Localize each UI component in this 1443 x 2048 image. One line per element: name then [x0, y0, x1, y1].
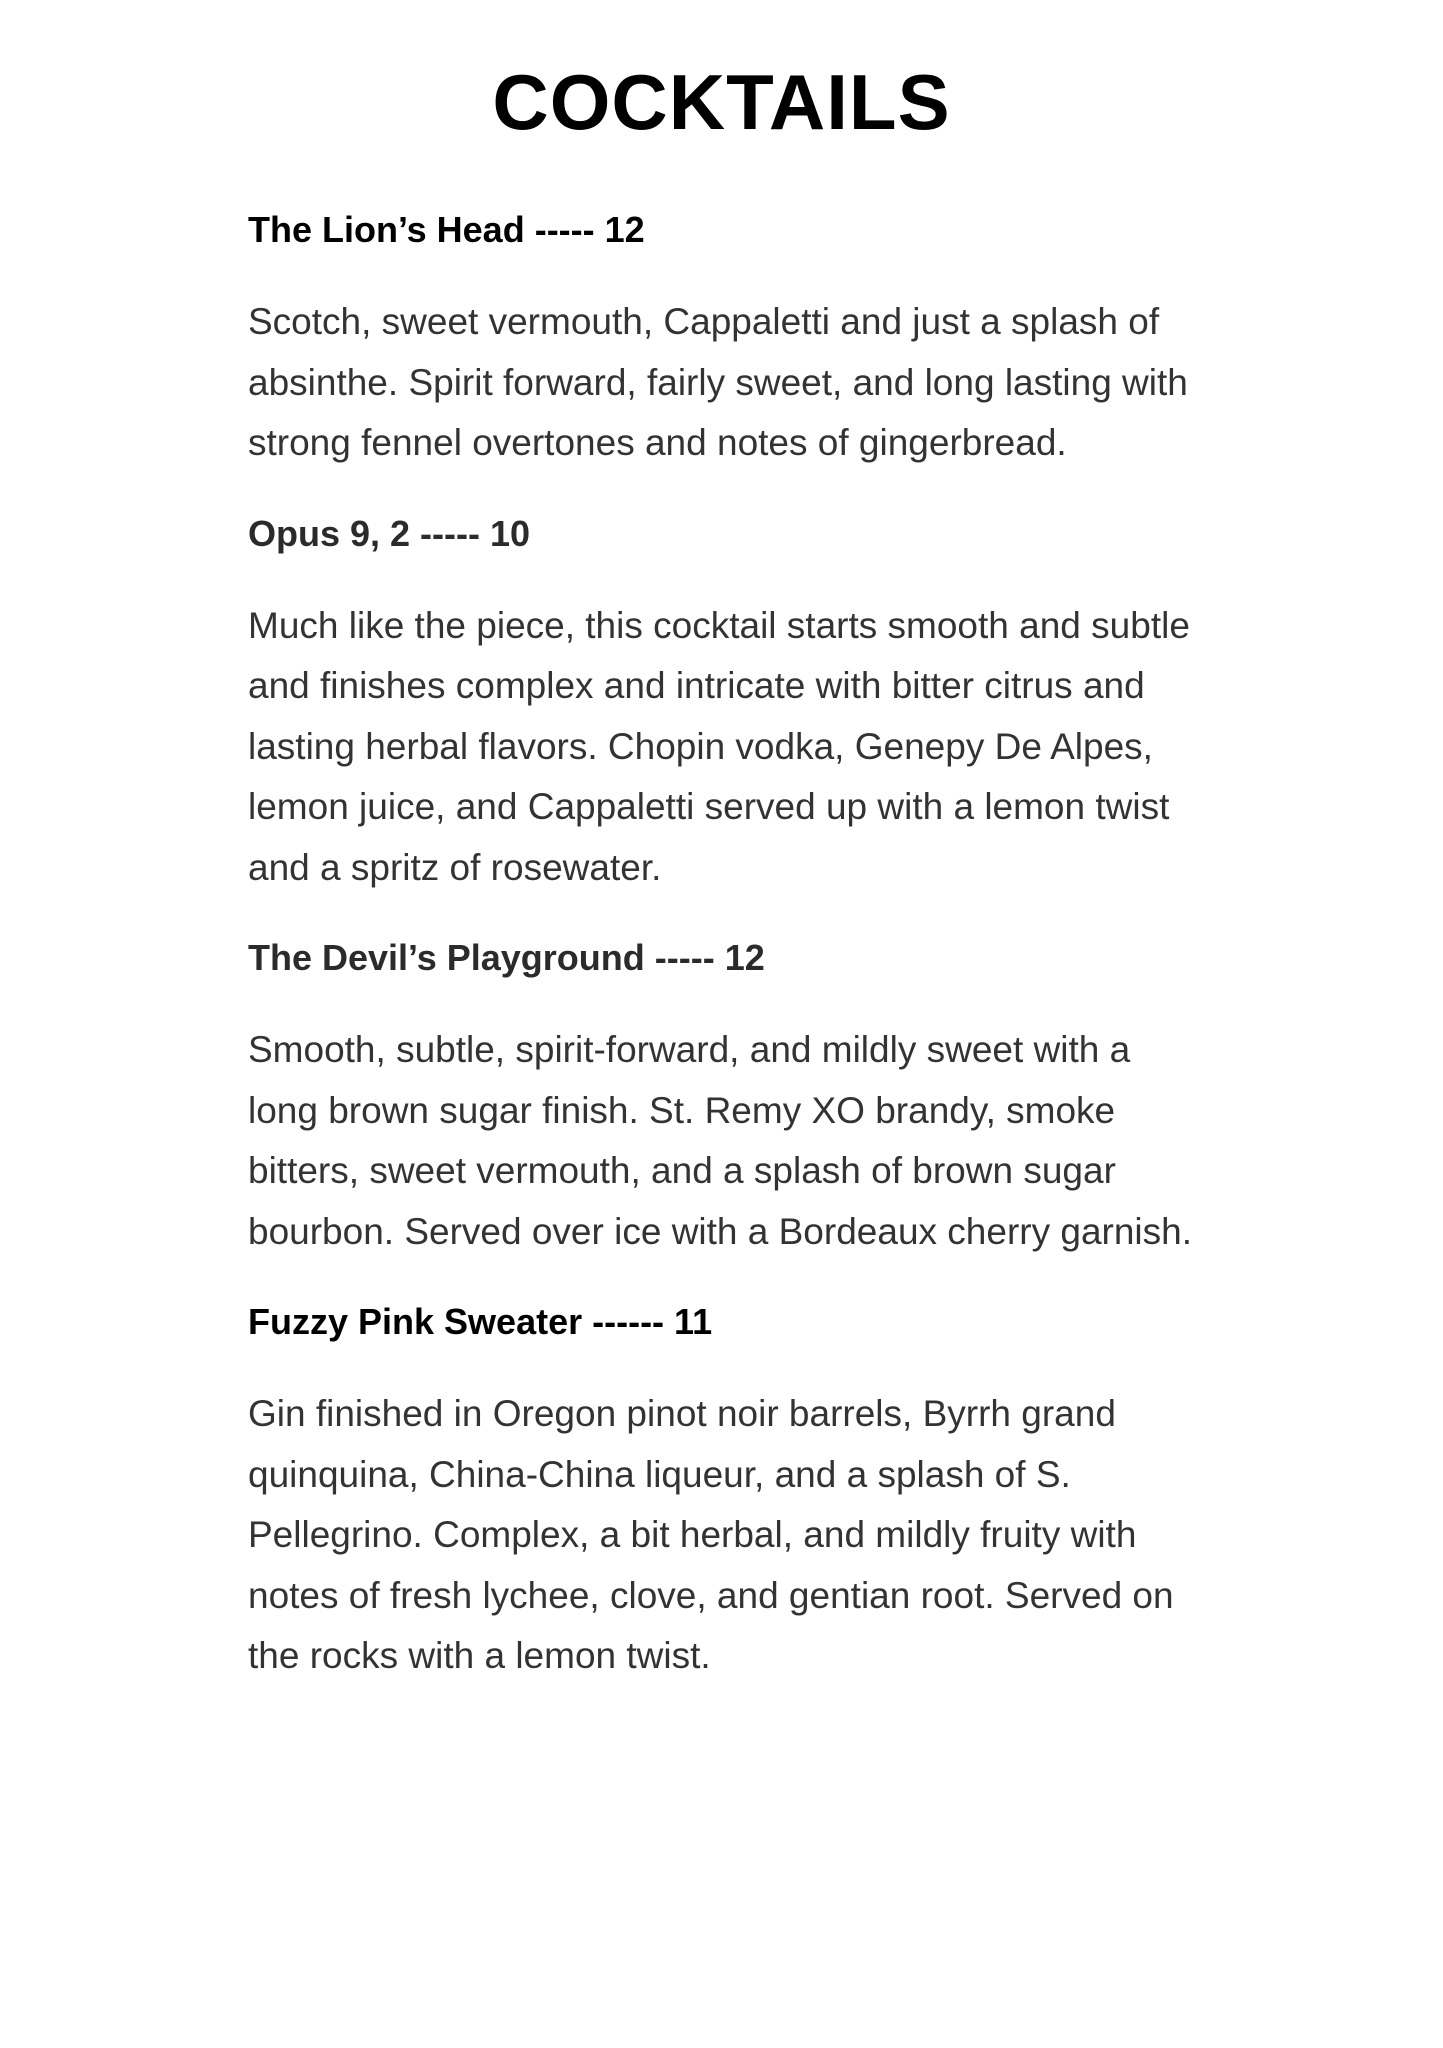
page-title: COCKTAILS — [492, 58, 951, 146]
cocktail-description: Much like the piece, this cocktail starts smooth and subtle and finishes complex and intricate with bitter citrus and lasting herbal flavors. Chopin vodka, Genepy De Alpes, lemon juice, and Cappaletti served up with a lemon twist and a spritz of rosewater. — [248, 604, 1190, 888]
cocktail-item — [248, 928, 1208, 1262]
cocktail-item — [248, 1292, 1208, 1687]
cocktail-item — [248, 504, 1208, 899]
cocktail-item — [248, 200, 1208, 474]
cocktail-description: Scotch, sweet vermouth, Cappaletti and just a splash of absinthe. Spirit forward, fairly sweet, and long lasting with strong fennel overtones and notes of gingerbread. — [248, 301, 1188, 463]
cocktail-description: Smooth, subtle, spirit-forward, and mildly sweet with a long brown sugar finish. St. Remy XO brandy, smoke bitters, sweet vermouth, and a splash of brown sugar bourbon. Served over ice with a Bordeaux cherry garnish. — [248, 1029, 1193, 1252]
cocktail-heading: The Devil’s Playground ----- 12 — [248, 937, 765, 978]
cocktail-description: Gin finished in Oregon pinot noir barrels, Byrrh grand quinquina, China-China liqueur, and a splash of S. Pellegrino. Complex, a bit herbal, and mildly fruity with notes of fresh lychee, clove, and gentian root. Served on the rocks with a lemon twist. — [248, 1393, 1174, 1676]
cocktail-heading: The Lion’s Head ----- 12 — [248, 209, 645, 250]
cocktail-list — [248, 200, 1208, 1717]
cocktail-heading: Opus 9, 2 ----- 10 — [248, 512, 531, 554]
cocktail-heading: Fuzzy Pink Sweater ------ 11 — [248, 1301, 713, 1342]
